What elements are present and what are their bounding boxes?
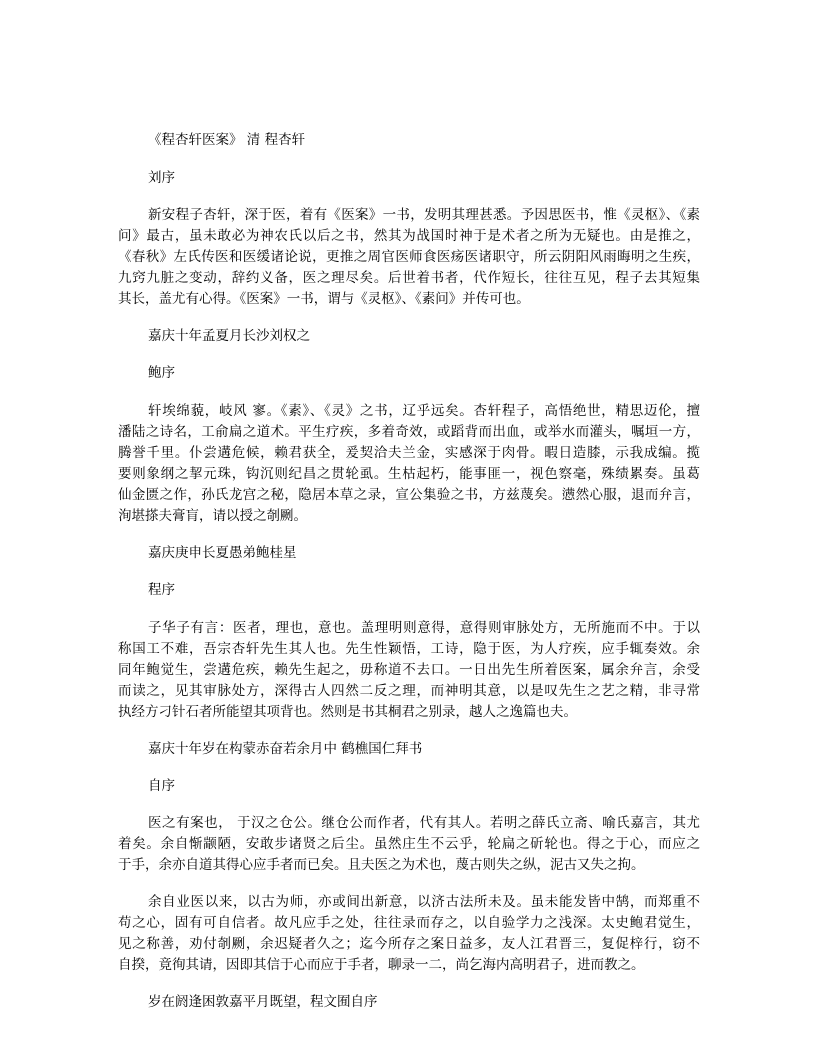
- signature-self: 岁在阏逢困敦嘉平月既望，程文囿自序: [148, 994, 378, 1010]
- document-title: 《程杏轩医案》 清 程杏轩: [148, 132, 306, 148]
- paragraph-line: 轩埃绵藐，岐风 寥。《素》、《灵》之书，辽乎远矣。杏轩程子，高悟绝世，精思迈伦，擅: [148, 403, 700, 419]
- paragraph-line: 《春秋》左氏传医和医缓诸论说，更推之周官医师食医疡医诸职守，所云阴阳风雨晦明之生疾，: [118, 249, 700, 265]
- paragraph-line: 新安程子杏轩，深于医，着有《医案》一书，发明其理甚悉。予因思医书，惟《灵枢》、《素: [148, 207, 700, 223]
- paragraph-line: 执经方刁针石者所能望其项背也。然则是书其桐君之别录，越人之逸篇也夫。: [118, 704, 577, 720]
- preface-heading-liu: 刘序: [148, 170, 175, 186]
- paragraph-line: 仙金匮之作，孙氏龙宫之秘，隐居本草之录，宣公集验之书，方兹蔑矣。懑然心服，退而弁言，: [118, 487, 700, 503]
- preface-heading-cheng: 程序: [148, 582, 175, 598]
- paragraph-line: 要则象纲之挈元珠，钩沉则纪昌之贯轮虱。生枯起朽，能事匪一，视色察毫，殊绩累奏。虽葛: [118, 466, 700, 482]
- paragraph-line: 苟之心，固有可自信者。故凡应手之处，往往录而存之，以自验学力之浅深。太史鲍君觉生，: [118, 915, 700, 931]
- paragraph-line: 九窍九脏之变动，辞约义备，医之理尽矣。后世着书者，代作短长，往往互见，程子去其短集: [118, 270, 700, 286]
- signature-cheng: 嘉庆十年岁在构蒙赤奋若余月中 鹤樵国仁拜书: [148, 741, 423, 757]
- paragraph-line: 医之有案也， 于汉之仓公。继仓公而作者，代有其人。若明之薛氏立斋、喻氏嘉言，其尤: [148, 815, 700, 831]
- preface-heading-self: 自序: [148, 778, 175, 794]
- paragraph-line: 见之称善，劝付剞劂，余迟疑者久之；迄今所存之案日益多，友人江君晋三，复促梓行，窃不: [118, 936, 700, 952]
- paragraph-line: 而读之，见其审脉处方，深得古人四然二反之理，而神明其意，以是叹先生之艺之精，非寻常: [118, 683, 700, 699]
- signature-bao: 嘉庆庚申长夏愚弟鲍桂星: [148, 545, 297, 561]
- paragraph-line: 于手，余亦自道其得心应手者而已矣。且夫医之为术也，蔑古则失之纵，泥古又失之拘。: [118, 857, 645, 873]
- paragraph-line: 腾誉千里。仆尝遘危候，赖君获全，爰契洽夫兰金，实感深于肉骨。暇日造膝，示我成编。揽: [118, 445, 700, 461]
- signature-liu: 嘉庆十年孟夏月长沙刘权之: [148, 328, 310, 344]
- paragraph-line: 余自业医以来，以古为师，亦或间出新意，以济古法所未及。虽未能发皆中鹄，而郑重不: [148, 894, 700, 910]
- paragraph-line: 问》最古，虽未敢必为神农氏以后之书，然其为战国时神于是术者之所为无疑也。由是推之，: [118, 228, 700, 244]
- paragraph-line: 其长，盖尤有心得。《医案》一书，谓与《灵枢》、《素问》并传可也。: [118, 291, 530, 307]
- preface-heading-bao: 鲍序: [148, 365, 175, 381]
- paragraph-line: 潘陆之诗名，工俞扁之道术。平生疗疾，多着奇效，或蹈背而出血，或举水而灌头，嘱垣一方，: [118, 424, 700, 440]
- paragraph-line: 子华子有言：医者，理也，意也。盖理明则意得，意得则审脉处方，无所施而不中。于以: [148, 620, 700, 636]
- paragraph-line: 着矣。余自惭颛陋，安敢步诸贤之后尘。虽然庄生不云乎，轮扁之斫轮也。得之于心，而应之: [118, 836, 700, 852]
- paragraph-line: 同年鲍觉生，尝遘危疾，赖先生起之，毋称道不去口。一日出先生所着医案，属余弁言，余受: [118, 662, 700, 678]
- paragraph-line: 称国工不难，吾宗杏轩先生其人也。先生性颖悟，工诗，隐于医，为人疗疾，应手辄奏效。余: [118, 641, 700, 657]
- paragraph-line: 洵堪搽夫膏肓，请以授之剞劂。: [118, 508, 307, 524]
- paragraph-line: 自揆，竟徇其请，因即其信于心而应于手者，聊录一二，尚乞海内高明君子，进而教之。: [118, 957, 645, 973]
